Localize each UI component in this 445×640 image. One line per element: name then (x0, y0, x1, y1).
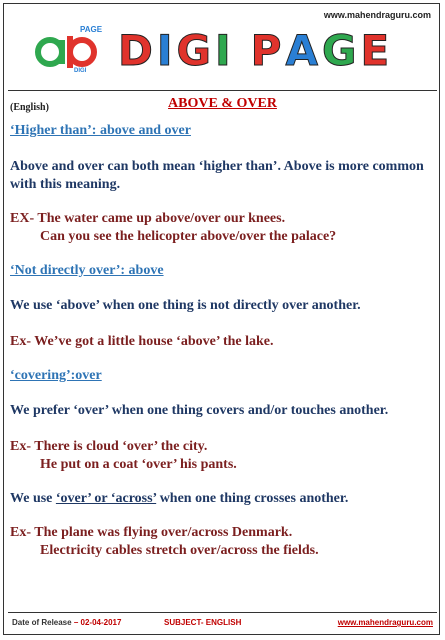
logo-sub: DIGI (74, 68, 87, 74)
site-url[interactable]: www.mahendraguru.com (323, 10, 431, 20)
title-letter: E (360, 26, 392, 75)
title-letter: G (321, 26, 359, 75)
heading-not-directly-over: ‘Not directly over’: above (10, 263, 164, 278)
paragraph-crosses (10, 490, 430, 508)
title-letter: G (176, 26, 213, 75)
release-label: Date of Release (12, 618, 72, 627)
footer (8, 615, 437, 631)
language-label: (English) (10, 102, 49, 113)
release-date-value: – 02-04-2017 (73, 618, 122, 627)
digi-page-logo (30, 22, 110, 74)
heading-higher-than: ‘Higher than’: above and over (10, 123, 191, 138)
example-coat: He put on a coat ‘over’ his pants. (40, 457, 237, 472)
title-letter: A (285, 26, 320, 75)
document-title: ABOVE & OVER (168, 96, 277, 111)
title-letter (235, 28, 249, 74)
example-house-lake: Ex- We’ve got a little house ‘above’ the lake. (10, 334, 274, 349)
over-or-across-phrase: ‘over’ or ‘across’ (55, 491, 157, 506)
heading-covering: ‘covering’:over (10, 368, 102, 383)
example-knees: EX- The water came up above/over our knees. (10, 211, 286, 226)
subject-label: SUBJECT- ENGLISH (164, 618, 242, 627)
title-letter: P (250, 26, 284, 75)
logo-text: PAGE (80, 25, 103, 34)
paragraph-crosses-post: when one thing crosses another. (156, 491, 349, 506)
title-letter: I (156, 26, 175, 75)
header-divider (8, 90, 437, 91)
footer-url[interactable]: www.mahendraguru.com (337, 618, 433, 627)
example-helicopter: Can you see the helicopter above/over the palace? (40, 229, 337, 244)
example-cables: Electricity cables stretch over/across the fields. (40, 543, 319, 558)
release-date (12, 618, 121, 627)
example-plane: Ex- The plane was flying over/across Denmark. (10, 525, 293, 540)
paragraph-covering: We prefer ‘over’ when one thing covers and/or touches another. (10, 403, 389, 418)
page-title-digi-page (118, 28, 391, 74)
paragraph-higher-than: Above and over can both mean ‘higher than’. Above is more common with this meaning. (10, 159, 424, 192)
title-letter: D (118, 26, 155, 75)
footer-divider (8, 612, 437, 613)
title-letter: I (215, 26, 233, 75)
example-cloud: Ex- There is cloud ‘over’ the city. (10, 439, 208, 454)
paragraph-not-directly-over: We use ‘above’ when one thing is not directly over another. (10, 298, 361, 313)
paragraph-crosses-pre: We use (10, 491, 56, 506)
